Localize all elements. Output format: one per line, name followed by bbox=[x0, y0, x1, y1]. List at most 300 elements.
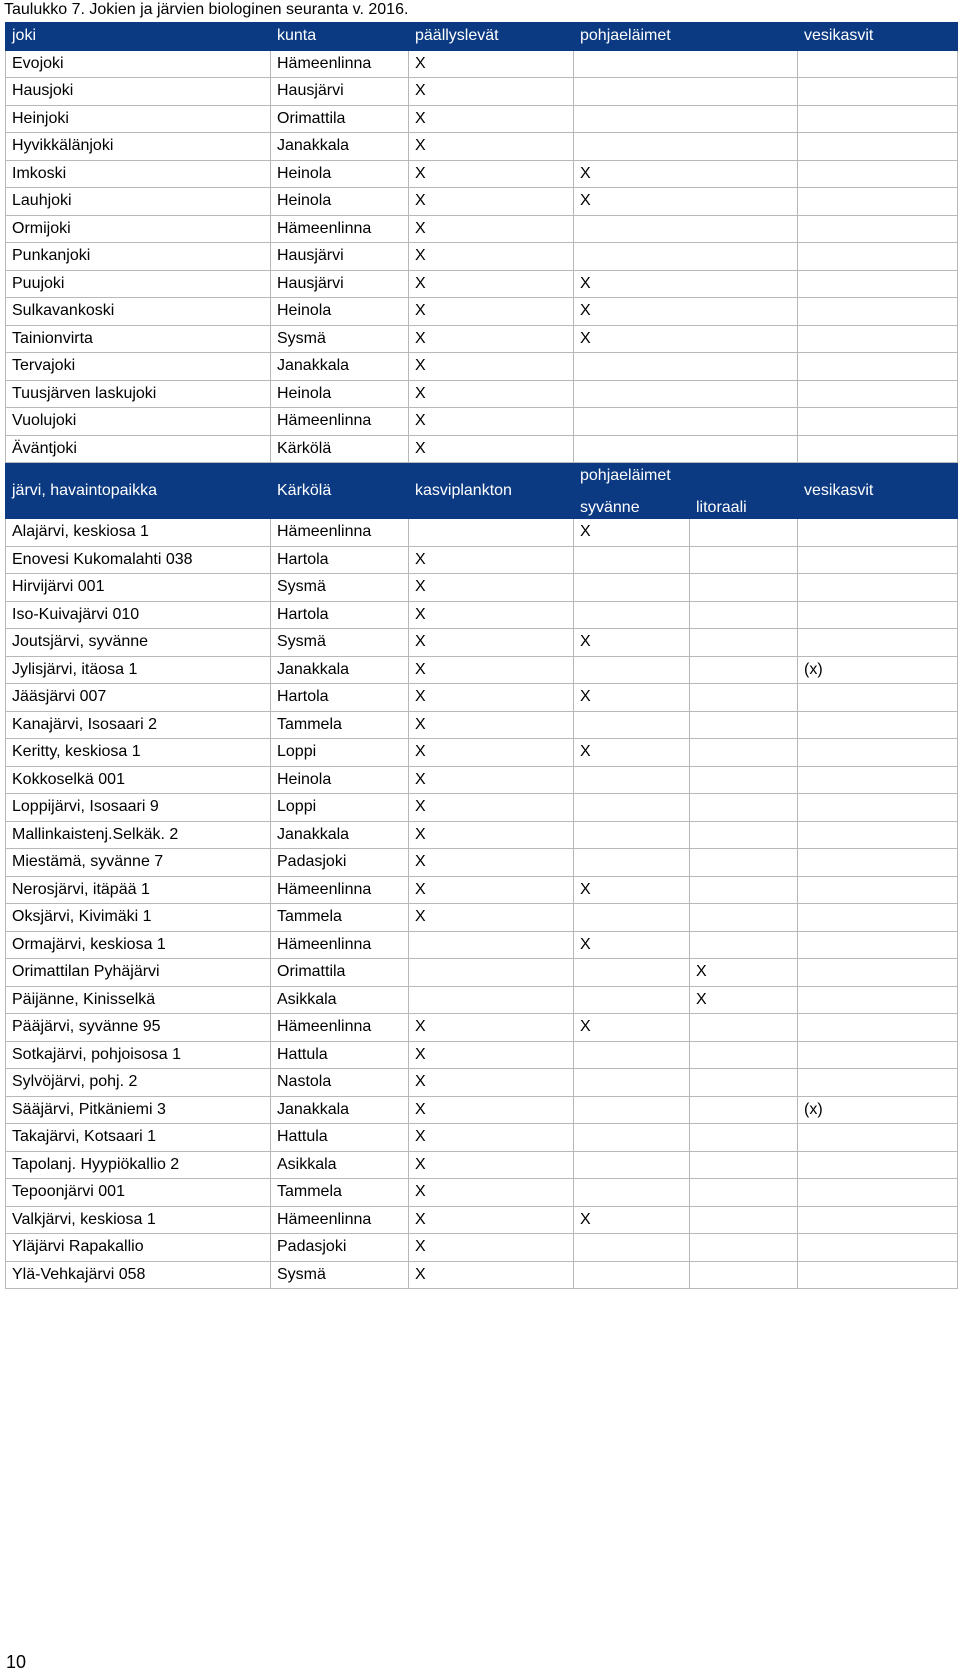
municipality-cell: Sysmä bbox=[271, 574, 409, 602]
table-row bbox=[6, 325, 958, 353]
lake-name-cell: Oksjärvi, Kivimäki 1 bbox=[6, 904, 271, 932]
monitoring-table bbox=[5, 22, 958, 1289]
table-row bbox=[6, 1261, 958, 1289]
municipality-cell: Hartola bbox=[271, 601, 409, 629]
municipality-cell: Heinola bbox=[271, 188, 409, 216]
municipality-cell: Heinola bbox=[271, 160, 409, 188]
plants-cell bbox=[798, 215, 958, 243]
table-row bbox=[6, 50, 958, 78]
periphyton-cell: X bbox=[409, 408, 574, 436]
table-row bbox=[6, 546, 958, 574]
municipality-cell: Tammela bbox=[271, 1179, 409, 1207]
lake-name-cell: Alajärvi, keskiosa 1 bbox=[6, 519, 271, 547]
municipality-cell: Sysmä bbox=[271, 629, 409, 657]
benthos-deep-cell: X bbox=[574, 519, 690, 547]
plants-cell bbox=[798, 574, 958, 602]
benthos-littoral-cell bbox=[690, 1124, 798, 1152]
table-row bbox=[6, 408, 958, 436]
table-row bbox=[6, 656, 958, 684]
river-name-cell: Ormijoki bbox=[6, 215, 271, 243]
page-number: 10 bbox=[6, 1652, 27, 1672]
benthos-littoral-cell bbox=[690, 629, 798, 657]
plankton-cell: X bbox=[409, 1234, 574, 1262]
river-name-cell: Vuolujoki bbox=[6, 408, 271, 436]
periphyton-cell: X bbox=[409, 243, 574, 271]
plants-cell bbox=[798, 1179, 958, 1207]
table-row bbox=[6, 1179, 958, 1207]
benthos-deep-cell bbox=[574, 1151, 690, 1179]
municipality-cell: Hämeenlinna bbox=[271, 408, 409, 436]
lake-name-cell: Sylvöjärvi, pohj. 2 bbox=[6, 1069, 271, 1097]
municipality-cell: Hartola bbox=[271, 546, 409, 574]
lake-name-cell: Enovesi Kukomalahti 038 bbox=[6, 546, 271, 574]
municipality-cell: Kärkölä bbox=[271, 435, 409, 463]
plants-cell bbox=[798, 243, 958, 271]
plants-cell bbox=[798, 931, 958, 959]
header-cell: vesikasvit bbox=[798, 463, 958, 519]
table-row bbox=[6, 766, 958, 794]
benthos-littoral-cell bbox=[690, 1069, 798, 1097]
periphyton-cell: X bbox=[409, 50, 574, 78]
plankton-cell: X bbox=[409, 1041, 574, 1069]
header-cell: syvänne bbox=[574, 490, 690, 519]
municipality-cell: Hartola bbox=[271, 684, 409, 712]
river-name-cell: Tainionvirta bbox=[6, 325, 271, 353]
river-name-cell: Evojoki bbox=[6, 50, 271, 78]
lake-name-cell: Tapolanj. Hyypiökallio 2 bbox=[6, 1151, 271, 1179]
benthos-deep-cell bbox=[574, 574, 690, 602]
municipality-cell: Hausjärvi bbox=[271, 78, 409, 106]
benthos-littoral-cell bbox=[690, 1206, 798, 1234]
municipality-cell: Padasjoki bbox=[271, 1234, 409, 1262]
benthos-deep-cell bbox=[574, 711, 690, 739]
benthos-deep-cell: X bbox=[574, 876, 690, 904]
plants-cell bbox=[798, 435, 958, 463]
benthos-deep-cell bbox=[574, 546, 690, 574]
benthos-cell: X bbox=[574, 298, 798, 326]
periphyton-cell: X bbox=[409, 353, 574, 381]
plankton-cell bbox=[409, 519, 574, 547]
benthos-deep-cell bbox=[574, 1041, 690, 1069]
benthos-deep-cell bbox=[574, 1096, 690, 1124]
table-row bbox=[6, 298, 958, 326]
rivers-header-row bbox=[6, 23, 958, 51]
lake-name-cell: Yläjärvi Rapakallio bbox=[6, 1234, 271, 1262]
benthos-littoral-cell bbox=[690, 656, 798, 684]
plants-cell bbox=[798, 1124, 958, 1152]
table-row bbox=[6, 78, 958, 106]
benthos-deep-cell bbox=[574, 766, 690, 794]
benthos-littoral-cell bbox=[690, 766, 798, 794]
table-row bbox=[6, 1096, 958, 1124]
header-cell: vesikasvit bbox=[798, 23, 958, 51]
plants-cell bbox=[798, 601, 958, 629]
lake-name-cell: Päijänne, Kinisselkä bbox=[6, 986, 271, 1014]
benthos-deep-cell bbox=[574, 656, 690, 684]
river-name-cell: Sulkavankoski bbox=[6, 298, 271, 326]
plants-cell bbox=[798, 1069, 958, 1097]
plankton-cell bbox=[409, 986, 574, 1014]
benthos-littoral-cell bbox=[690, 821, 798, 849]
plankton-cell: X bbox=[409, 1179, 574, 1207]
benthos-cell bbox=[574, 435, 798, 463]
plants-cell bbox=[798, 849, 958, 877]
plankton-cell: X bbox=[409, 1261, 574, 1289]
municipality-cell: Hattula bbox=[271, 1124, 409, 1152]
benthos-littoral-cell: X bbox=[690, 959, 798, 987]
municipality-cell: Nastola bbox=[271, 1069, 409, 1097]
lake-name-cell: Kanajärvi, Isosaari 2 bbox=[6, 711, 271, 739]
municipality-cell: Janakkala bbox=[271, 1096, 409, 1124]
benthos-littoral-cell bbox=[690, 876, 798, 904]
municipality-cell: Hausjärvi bbox=[271, 270, 409, 298]
header-cell: Kärkölä bbox=[271, 463, 409, 519]
plants-cell bbox=[798, 50, 958, 78]
plankton-cell: X bbox=[409, 1069, 574, 1097]
plants-cell bbox=[798, 353, 958, 381]
benthos-deep-cell bbox=[574, 601, 690, 629]
municipality-cell: Sysmä bbox=[271, 325, 409, 353]
lake-name-cell: Sääjärvi, Pitkäniemi 3 bbox=[6, 1096, 271, 1124]
lake-name-cell: Valkjärvi, keskiosa 1 bbox=[6, 1206, 271, 1234]
table-row bbox=[6, 739, 958, 767]
benthos-littoral-cell bbox=[690, 1041, 798, 1069]
benthos-deep-cell bbox=[574, 1124, 690, 1152]
table-row bbox=[6, 353, 958, 381]
plankton-cell: X bbox=[409, 574, 574, 602]
lake-name-cell: Ylä-Vehkajärvi 058 bbox=[6, 1261, 271, 1289]
plants-cell bbox=[798, 794, 958, 822]
plankton-cell: X bbox=[409, 849, 574, 877]
plants-cell bbox=[798, 1206, 958, 1234]
lake-name-cell: Keritty, keskiosa 1 bbox=[6, 739, 271, 767]
benthos-deep-cell: X bbox=[574, 684, 690, 712]
table-row bbox=[6, 1234, 958, 1262]
lake-name-cell: Orimattilan Pyhäjärvi bbox=[6, 959, 271, 987]
river-name-cell: Tuusjärven laskujoki bbox=[6, 380, 271, 408]
municipality-cell: Heinola bbox=[271, 766, 409, 794]
benthos-cell: X bbox=[574, 188, 798, 216]
plants-cell bbox=[798, 160, 958, 188]
lake-name-cell: Sotkajärvi, pohjoisosa 1 bbox=[6, 1041, 271, 1069]
table-row bbox=[6, 876, 958, 904]
lake-name-cell: Jääsjärvi 007 bbox=[6, 684, 271, 712]
lake-name-cell: Loppijärvi, Isosaari 9 bbox=[6, 794, 271, 822]
table-caption: Taulukko 7. Jokien ja järvien biologinen seuranta v. 2016. bbox=[4, 1, 409, 18]
plants-cell bbox=[798, 986, 958, 1014]
benthos-littoral-cell bbox=[690, 1096, 798, 1124]
river-name-cell: Tervajoki bbox=[6, 353, 271, 381]
benthos-deep-cell bbox=[574, 904, 690, 932]
benthos-cell bbox=[574, 50, 798, 78]
plants-cell bbox=[798, 1234, 958, 1262]
header-cell: pohjaeläimet bbox=[574, 463, 798, 491]
benthos-littoral-cell bbox=[690, 519, 798, 547]
plankton-cell bbox=[409, 959, 574, 987]
table-row bbox=[6, 574, 958, 602]
plants-cell bbox=[798, 629, 958, 657]
periphyton-cell: X bbox=[409, 380, 574, 408]
municipality-cell: Loppi bbox=[271, 739, 409, 767]
benthos-deep-cell bbox=[574, 959, 690, 987]
plankton-cell bbox=[409, 931, 574, 959]
table-row bbox=[6, 849, 958, 877]
benthos-deep-cell: X bbox=[574, 1206, 690, 1234]
municipality-cell: Sysmä bbox=[271, 1261, 409, 1289]
table-row bbox=[6, 160, 958, 188]
lake-name-cell: Pääjärvi, syvänne 95 bbox=[6, 1014, 271, 1042]
plants-cell bbox=[798, 904, 958, 932]
benthos-deep-cell bbox=[574, 821, 690, 849]
lake-name-cell: Ormajärvi, keskiosa 1 bbox=[6, 931, 271, 959]
plants-cell bbox=[798, 1014, 958, 1042]
plankton-cell: X bbox=[409, 1124, 574, 1152]
benthos-littoral-cell bbox=[690, 794, 798, 822]
plankton-cell: X bbox=[409, 546, 574, 574]
plankton-cell: X bbox=[409, 766, 574, 794]
table-row bbox=[6, 629, 958, 657]
plankton-cell: X bbox=[409, 739, 574, 767]
table-row bbox=[6, 986, 958, 1014]
table-row bbox=[6, 105, 958, 133]
municipality-cell: Hämeenlinna bbox=[271, 876, 409, 904]
table-row bbox=[6, 1151, 958, 1179]
plants-cell bbox=[798, 188, 958, 216]
plants-cell bbox=[798, 325, 958, 353]
benthos-deep-cell bbox=[574, 1069, 690, 1097]
benthos-littoral-cell bbox=[690, 574, 798, 602]
table-row bbox=[6, 904, 958, 932]
plants-cell bbox=[798, 1041, 958, 1069]
table-row bbox=[6, 794, 958, 822]
benthos-cell: X bbox=[574, 325, 798, 353]
river-name-cell: Äväntjoki bbox=[6, 435, 271, 463]
municipality-cell: Janakkala bbox=[271, 656, 409, 684]
table-row bbox=[6, 215, 958, 243]
benthos-deep-cell bbox=[574, 849, 690, 877]
benthos-littoral-cell bbox=[690, 601, 798, 629]
plants-cell bbox=[798, 684, 958, 712]
municipality-cell: Hämeenlinna bbox=[271, 215, 409, 243]
lake-name-cell: Tepoonjärvi 001 bbox=[6, 1179, 271, 1207]
municipality-cell: Heinola bbox=[271, 380, 409, 408]
benthos-cell bbox=[574, 353, 798, 381]
periphyton-cell: X bbox=[409, 78, 574, 106]
plants-cell bbox=[798, 546, 958, 574]
river-name-cell: Imkoski bbox=[6, 160, 271, 188]
benthos-littoral-cell bbox=[690, 1179, 798, 1207]
plants-cell bbox=[798, 876, 958, 904]
benthos-littoral-cell bbox=[690, 904, 798, 932]
municipality-cell: Hämeenlinna bbox=[271, 931, 409, 959]
benthos-cell bbox=[574, 408, 798, 436]
municipality-cell: Tammela bbox=[271, 904, 409, 932]
table-row bbox=[6, 711, 958, 739]
plants-cell: (x) bbox=[798, 1096, 958, 1124]
lake-name-cell: Takajärvi, Kotsaari 1 bbox=[6, 1124, 271, 1152]
header-cell: joki bbox=[6, 23, 271, 51]
plankton-cell: X bbox=[409, 904, 574, 932]
plants-cell bbox=[798, 766, 958, 794]
table-row bbox=[6, 435, 958, 463]
plankton-cell: X bbox=[409, 1096, 574, 1124]
benthos-littoral-cell bbox=[690, 546, 798, 574]
benthos-cell: X bbox=[574, 270, 798, 298]
benthos-cell: X bbox=[574, 160, 798, 188]
table-row bbox=[6, 270, 958, 298]
benthos-deep-cell: X bbox=[574, 931, 690, 959]
benthos-deep-cell: X bbox=[574, 629, 690, 657]
benthos-deep-cell bbox=[574, 1261, 690, 1289]
plankton-cell: X bbox=[409, 876, 574, 904]
plants-cell bbox=[798, 133, 958, 161]
lake-name-cell: Joutsjärvi, syvänne bbox=[6, 629, 271, 657]
municipality-cell: Padasjoki bbox=[271, 849, 409, 877]
header-cell: järvi, havaintopaikka bbox=[6, 463, 271, 519]
river-name-cell: Puujoki bbox=[6, 270, 271, 298]
municipality-cell: Loppi bbox=[271, 794, 409, 822]
municipality-cell: Orimattila bbox=[271, 105, 409, 133]
municipality-cell: Hämeenlinna bbox=[271, 519, 409, 547]
municipality-cell: Hämeenlinna bbox=[271, 50, 409, 78]
benthos-deep-cell bbox=[574, 794, 690, 822]
table-row bbox=[6, 243, 958, 271]
plankton-cell: X bbox=[409, 821, 574, 849]
table-row bbox=[6, 931, 958, 959]
benthos-littoral-cell bbox=[690, 739, 798, 767]
municipality-cell: Hämeenlinna bbox=[271, 1014, 409, 1042]
table-row bbox=[6, 1124, 958, 1152]
plankton-cell: X bbox=[409, 1151, 574, 1179]
plankton-cell: X bbox=[409, 1014, 574, 1042]
plants-cell bbox=[798, 959, 958, 987]
benthos-deep-cell bbox=[574, 986, 690, 1014]
table-row bbox=[6, 133, 958, 161]
plants-cell bbox=[798, 298, 958, 326]
plankton-cell: X bbox=[409, 794, 574, 822]
benthos-littoral-cell bbox=[690, 1234, 798, 1262]
benthos-littoral-cell bbox=[690, 1261, 798, 1289]
table-row bbox=[6, 380, 958, 408]
benthos-deep-cell bbox=[574, 1234, 690, 1262]
municipality-cell: Hausjärvi bbox=[271, 243, 409, 271]
periphyton-cell: X bbox=[409, 160, 574, 188]
lake-name-cell: Nerosjärvi, itäpää 1 bbox=[6, 876, 271, 904]
benthos-littoral-cell bbox=[690, 849, 798, 877]
plants-cell bbox=[798, 739, 958, 767]
benthos-cell bbox=[574, 215, 798, 243]
table-row bbox=[6, 959, 958, 987]
benthos-deep-cell bbox=[574, 1179, 690, 1207]
lake-name-cell: Miestämä, syvänne 7 bbox=[6, 849, 271, 877]
table-row bbox=[6, 1014, 958, 1042]
periphyton-cell: X bbox=[409, 298, 574, 326]
benthos-littoral-cell bbox=[690, 1151, 798, 1179]
benthos-littoral-cell bbox=[690, 684, 798, 712]
table-row bbox=[6, 684, 958, 712]
table-row bbox=[6, 1041, 958, 1069]
municipality-cell: Hämeenlinna bbox=[271, 1206, 409, 1234]
plants-cell bbox=[798, 519, 958, 547]
periphyton-cell: X bbox=[409, 325, 574, 353]
table-row bbox=[6, 519, 958, 547]
periphyton-cell: X bbox=[409, 435, 574, 463]
plants-cell bbox=[798, 380, 958, 408]
municipality-cell: Tammela bbox=[271, 711, 409, 739]
river-name-cell: Heinjoki bbox=[6, 105, 271, 133]
plants-cell bbox=[798, 1151, 958, 1179]
benthos-cell bbox=[574, 380, 798, 408]
header-cell: pohjaeläimet bbox=[574, 23, 798, 51]
municipality-cell: Orimattila bbox=[271, 959, 409, 987]
header-cell: päällyslevät bbox=[409, 23, 574, 51]
table-row bbox=[6, 188, 958, 216]
plants-cell bbox=[798, 408, 958, 436]
river-name-cell: Hausjoki bbox=[6, 78, 271, 106]
periphyton-cell: X bbox=[409, 270, 574, 298]
benthos-littoral-cell bbox=[690, 931, 798, 959]
plants-cell bbox=[798, 105, 958, 133]
plankton-cell: X bbox=[409, 656, 574, 684]
periphyton-cell: X bbox=[409, 188, 574, 216]
plankton-cell: X bbox=[409, 711, 574, 739]
plants-cell bbox=[798, 821, 958, 849]
benthos-cell bbox=[574, 105, 798, 133]
benthos-deep-cell: X bbox=[574, 739, 690, 767]
plants-cell bbox=[798, 1261, 958, 1289]
plants-cell bbox=[798, 711, 958, 739]
plants-cell bbox=[798, 270, 958, 298]
municipality-cell: Hattula bbox=[271, 1041, 409, 1069]
plankton-cell: X bbox=[409, 684, 574, 712]
table-row bbox=[6, 821, 958, 849]
benthos-cell bbox=[574, 133, 798, 161]
header-cell: kunta bbox=[271, 23, 409, 51]
municipality-cell: Asikkala bbox=[271, 1151, 409, 1179]
plants-cell bbox=[798, 78, 958, 106]
benthos-cell bbox=[574, 243, 798, 271]
benthos-littoral-cell bbox=[690, 711, 798, 739]
lake-name-cell: Hirvijärvi 001 bbox=[6, 574, 271, 602]
lake-name-cell: Jylisjärvi, itäosa 1 bbox=[6, 656, 271, 684]
lake-name-cell: Kokkoselkä 001 bbox=[6, 766, 271, 794]
header-cell: kasviplankton bbox=[409, 463, 574, 519]
municipality-cell: Asikkala bbox=[271, 986, 409, 1014]
river-name-cell: Punkanjoki bbox=[6, 243, 271, 271]
municipality-cell: Heinola bbox=[271, 298, 409, 326]
periphyton-cell: X bbox=[409, 215, 574, 243]
benthos-littoral-cell bbox=[690, 1014, 798, 1042]
river-name-cell: Lauhjoki bbox=[6, 188, 271, 216]
table-row bbox=[6, 1069, 958, 1097]
lakes-header-row bbox=[6, 463, 958, 491]
plankton-cell: X bbox=[409, 629, 574, 657]
river-name-cell: Hyvikkälänjoki bbox=[6, 133, 271, 161]
plants-cell: (x) bbox=[798, 656, 958, 684]
periphyton-cell: X bbox=[409, 133, 574, 161]
lake-name-cell: Mallinkaistenj.Selkäk. 2 bbox=[6, 821, 271, 849]
municipality-cell: Janakkala bbox=[271, 133, 409, 161]
table-row bbox=[6, 601, 958, 629]
municipality-cell: Janakkala bbox=[271, 821, 409, 849]
header-cell: litoraali bbox=[690, 490, 798, 519]
table-row bbox=[6, 1206, 958, 1234]
municipality-cell: Janakkala bbox=[271, 353, 409, 381]
periphyton-cell: X bbox=[409, 105, 574, 133]
benthos-littoral-cell: X bbox=[690, 986, 798, 1014]
plankton-cell: X bbox=[409, 601, 574, 629]
plankton-cell: X bbox=[409, 1206, 574, 1234]
